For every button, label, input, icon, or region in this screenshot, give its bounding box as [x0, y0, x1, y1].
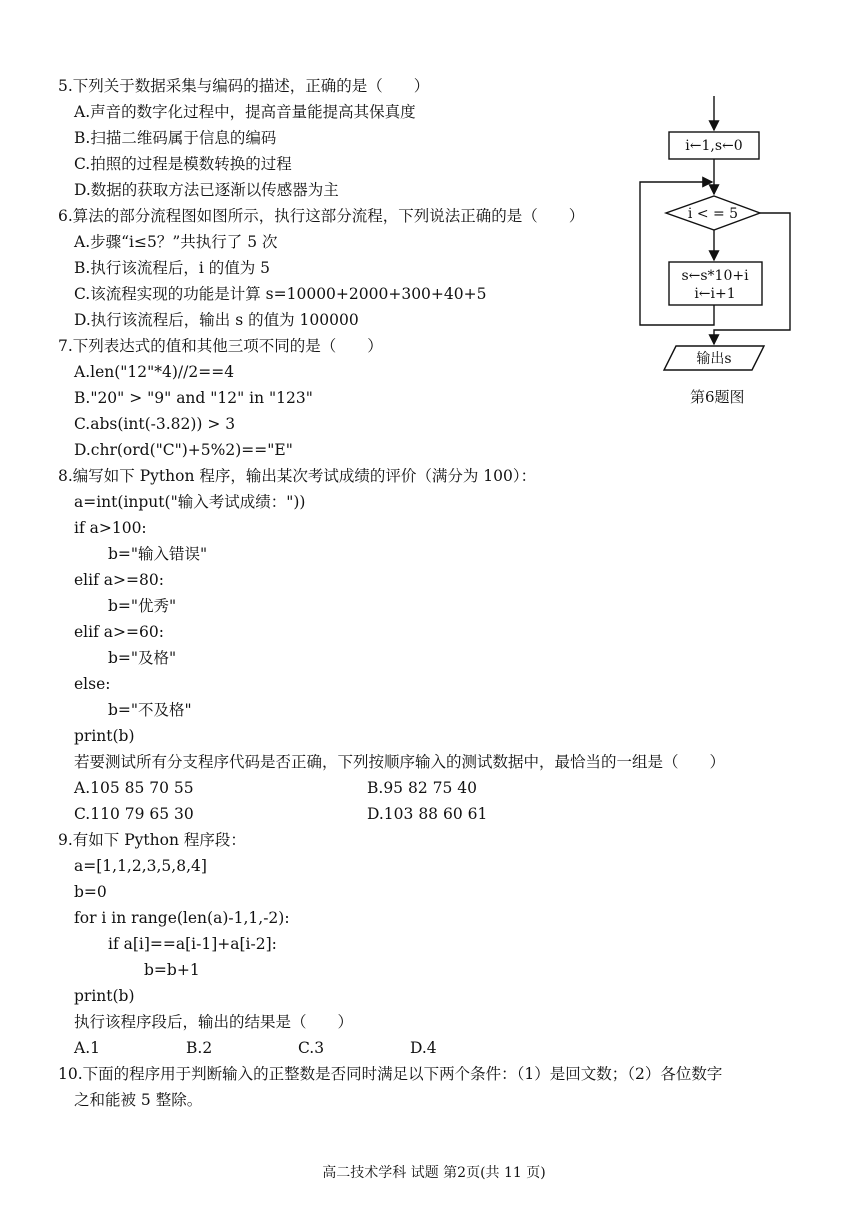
- text-line: b=0: [74, 883, 107, 901]
- text-line: b="优秀": [108, 597, 177, 615]
- text-line: C.3: [298, 1039, 325, 1057]
- text-line: B."20" > "9" and "12" in "123": [74, 389, 313, 407]
- condition-label: i < = 5: [687, 206, 739, 222]
- text-line: C.abs(int(-3.82)) > 3: [74, 415, 236, 433]
- body-line2: i←i+1: [694, 286, 736, 302]
- text-line: B.扫描二维码属于信息的编码: [74, 129, 277, 147]
- text-line: b="不及格": [108, 701, 192, 719]
- text-line: A.len("12"*4)//2==4: [74, 363, 235, 381]
- text-line: A.声音的数字化过程中，提高音量能提高其保真度: [74, 103, 416, 121]
- text-line: b="输入错误": [108, 545, 208, 563]
- text-line: 6.算法的部分流程图如图所示，执行这部分流程，下列说法正确的是（ ）: [58, 207, 585, 225]
- text-line: elif a>=60:: [74, 623, 164, 641]
- text-line: A.步骤“i≤5？”共执行了 5 次: [74, 233, 278, 251]
- text-line: if a>100:: [74, 519, 147, 537]
- text-line: a=int(input("输入考试成绩：")): [74, 493, 306, 511]
- text-line: B.2: [186, 1039, 213, 1057]
- body-line1: s←s*10+i: [681, 268, 749, 284]
- text-line: 9.有如下 Python 程序段：: [58, 831, 246, 849]
- text-line: D.4: [410, 1039, 437, 1057]
- text-line: C.该流程实现的功能是计算 s=10000+2000+300+40+5: [74, 285, 487, 303]
- text-line: 8.编写如下 Python 程序，输出某次考试成绩的评价（满分为 100）：: [58, 467, 537, 485]
- text-line: D.chr(ord("C")+5%2)=="E": [74, 441, 293, 459]
- text-line: b=b+1: [144, 961, 200, 979]
- text-line: 若要测试所有分支程序代码是否正确，下列按顺序输入的测试数据中，最恰当的一组是（ ）: [74, 753, 726, 771]
- text-line: D.执行该流程后，输出 s 的值为 100000: [74, 311, 359, 329]
- text-line: a=[1,1,2,3,5,8,4]: [74, 857, 207, 875]
- text-line: b="及格": [108, 649, 177, 667]
- output-label: 输出s: [696, 351, 732, 367]
- text-line: 之和能被 5 整除。: [74, 1091, 203, 1109]
- text-line: for i in range(len(a)-1,1,-2):: [74, 909, 290, 927]
- text-line: D.103 88 60 61: [367, 805, 488, 823]
- text-line: elif a>=80:: [74, 571, 164, 589]
- text-line: print(b): [74, 987, 135, 1005]
- text-line: C.拍照的过程是模数转换的过程: [74, 155, 292, 173]
- text-line: A.105 85 70 55: [74, 779, 194, 797]
- text-line: B.95 82 75 40: [367, 779, 477, 797]
- text-line: else:: [74, 675, 111, 693]
- text-line: print(b): [74, 727, 135, 745]
- text-line: 10.下面的程序用于判断输入的正整数是否同时满足以下两个条件：（1）是回文数；（2）各位数字: [58, 1065, 723, 1083]
- init-label: i←1,s←0: [685, 138, 743, 154]
- text-line: D.数据的获取方法已逐渐以传感器为主: [74, 181, 339, 199]
- text-line: B.执行该流程后，i 的值为 5: [74, 259, 270, 277]
- text-line: 执行该程序段后，输出的结果是（ ）: [74, 1013, 354, 1031]
- flowchart-svg: [636, 92, 796, 382]
- flowchart: [636, 92, 796, 412]
- text-line: if a[i]==a[i-1]+a[i-2]:: [108, 935, 277, 953]
- text-line: 5.下列关于数据采集与编码的描述，正确的是（ ）: [58, 77, 430, 95]
- text-line: C.110 79 65 30: [74, 805, 194, 823]
- text-line: 7.下列表达式的值和其他三项不同的是（ ）: [58, 337, 383, 355]
- page-footer: 高二技术学科 试题 第2页(共 11 页): [322, 1165, 546, 1181]
- text-line: A.1: [74, 1039, 100, 1057]
- figure-caption: 第6题图: [690, 388, 745, 406]
